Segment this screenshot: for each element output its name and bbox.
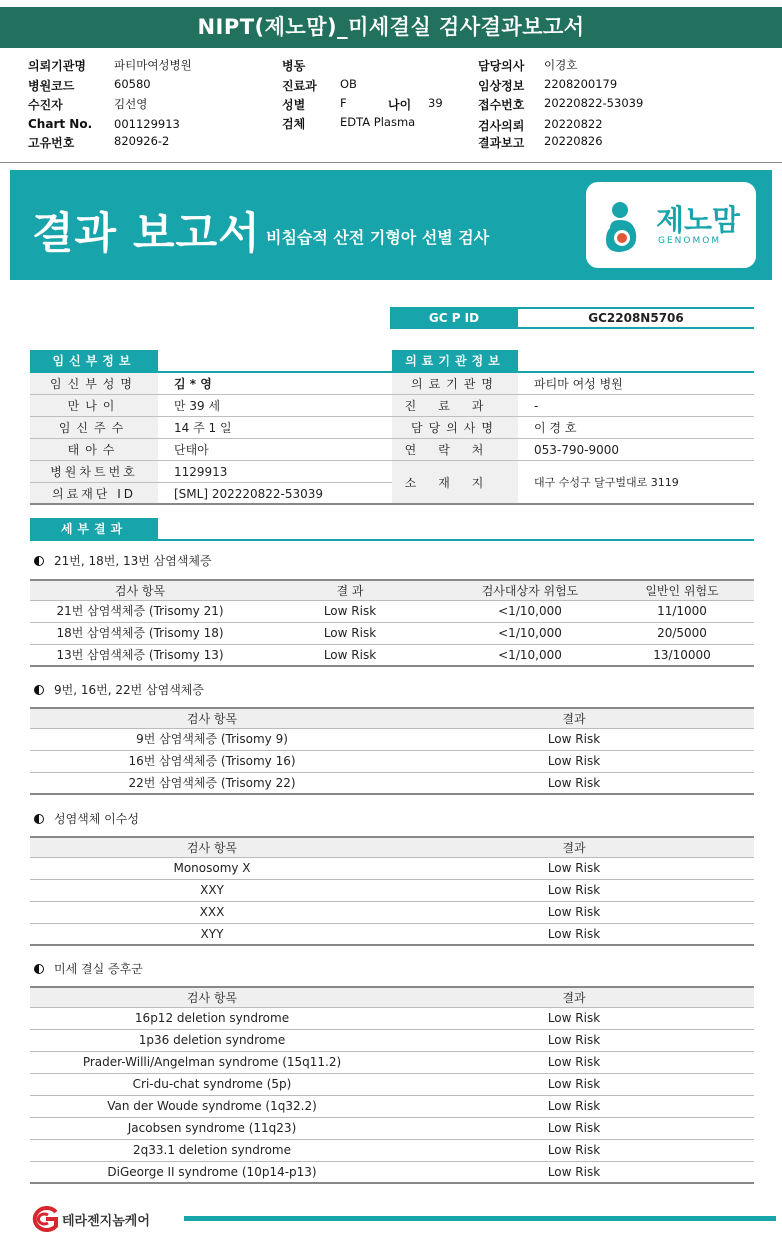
table-cell: Low Risk <box>547 927 601 941</box>
header-value: 001129913 <box>114 117 180 131</box>
info-label: 만나이 <box>30 395 158 416</box>
table-cell: Low Risk <box>323 604 377 618</box>
table-cell: XYY <box>200 927 224 941</box>
table-cell: 22번 삼염색체증 (Trisomy 22) <box>128 776 296 790</box>
header-label: 검사의뢰 <box>478 119 525 133</box>
info-row <box>392 417 754 439</box>
footer-company: 테라젠지놈케어 <box>62 1214 150 1229</box>
table-row <box>30 1140 754 1162</box>
table-cell: 21번 삼염색체증 (Trisomy 21) <box>56 604 224 618</box>
header-info <box>0 0 782 160</box>
table-cell: Van der Woude syndrome (1q32.2) <box>107 1099 317 1113</box>
table-cell: 2q33.1 deletion syndrome <box>133 1143 291 1157</box>
table-row <box>30 729 754 751</box>
info-value: - <box>534 399 539 413</box>
table-cell: 11/1000 <box>657 604 707 618</box>
column-header: 검사대상자 위험도 <box>481 584 579 598</box>
info-label: 소재지 <box>392 461 518 503</box>
column-header: 검사 항목 <box>186 712 238 726</box>
header-value: 파티마여성병원 <box>114 58 192 72</box>
header-value: 김선영 <box>114 97 148 111</box>
gcp-id-label: GC P ID <box>390 307 518 329</box>
half-circle-icon <box>34 814 44 824</box>
header-value: 39 <box>428 96 443 110</box>
header-label: Chart No. <box>28 117 93 131</box>
table-cell: 13번 삼염색체증 (Trisomy 13) <box>56 648 224 662</box>
section-heading: 9번, 16번, 22번 삼염색체증 <box>34 681 204 698</box>
table-cell: Low Risk <box>547 1011 601 1025</box>
table-row <box>30 1162 754 1184</box>
header-label: 접수번호 <box>478 98 525 112</box>
table-cell: Low Risk <box>547 1055 601 1069</box>
table-header <box>30 579 754 601</box>
column-header: 결 과 <box>336 584 364 598</box>
table-cell: Low Risk <box>547 1099 601 1113</box>
section-tab-details: 세부결과 <box>30 518 158 540</box>
table-row <box>30 645 754 667</box>
table-row <box>30 601 754 623</box>
table-cell: Jacobsen syndrome (11q23) <box>127 1121 297 1135</box>
table-row <box>30 902 754 924</box>
info-label: 연락처 <box>392 439 518 460</box>
table-cell: Low Risk <box>547 1165 601 1179</box>
table-cell: Monosomy X <box>173 861 251 875</box>
info-row <box>30 395 392 417</box>
table-cell: 16번 삼염색체증 (Trisomy 16) <box>128 754 296 768</box>
header-label: 진료과 <box>282 79 317 93</box>
microdeletion-table <box>30 986 754 1188</box>
table-cell: 9번 삼염색체증 (Trisomy 9) <box>136 732 288 746</box>
table-cell: Low Risk <box>547 732 601 746</box>
banner-title: 결과 보고서 <box>32 209 261 259</box>
table-cell: Low Risk <box>547 776 601 790</box>
info-row <box>30 439 392 461</box>
header-value: 820926-2 <box>114 134 170 148</box>
table-cell: Low Risk <box>547 861 601 875</box>
info-row <box>30 483 392 505</box>
info-label: 임신부성명 <box>30 373 158 394</box>
info-value: 14 주 1 일 <box>174 421 232 435</box>
header-label: 의뢰기관명 <box>28 59 86 73</box>
info-label: 진료과 <box>392 395 518 416</box>
info-value: 1129913 <box>174 465 228 479</box>
trisomy-9-16-22-table <box>30 707 754 799</box>
info-label: 의료재단 ID <box>30 483 158 503</box>
info-value: 만 39 세 <box>174 399 221 413</box>
header-label: 임상정보 <box>478 79 525 93</box>
info-value: 김 * 영 <box>174 377 212 391</box>
table-cell: Low Risk <box>547 754 601 768</box>
header-value: EDTA Plasma <box>340 115 416 129</box>
info-value: 이 경 호 <box>534 421 577 435</box>
table-cell: Cri-du-chat syndrome (5p) <box>132 1077 292 1091</box>
gcp-id-value: GC2208N5706 <box>518 307 754 329</box>
table-header <box>30 707 754 729</box>
report-banner <box>10 170 772 280</box>
table-row <box>30 1030 754 1052</box>
table-cell: 13/10000 <box>653 648 711 662</box>
column-header: 결과 <box>562 991 586 1005</box>
table-row <box>30 1008 754 1030</box>
table-cell: 18번 삼염색체증 (Trisomy 18) <box>56 626 224 640</box>
section-heading: 성염색체 이수성 <box>34 810 139 827</box>
column-header: 결과 <box>562 841 586 855</box>
table-cell: Low Risk <box>547 1143 601 1157</box>
info-label: 의료기관명 <box>392 373 518 394</box>
header-value: 20220822 <box>544 117 603 131</box>
header-value: 이경호 <box>544 58 578 72</box>
info-value: 단태아 <box>174 443 209 457</box>
table-row <box>30 773 754 795</box>
table-cell: Low Risk <box>547 1121 601 1135</box>
section-tab-institution: 의료기관정보 <box>392 350 518 372</box>
header-value: 60580 <box>114 77 151 91</box>
header-value: 20220822-53039 <box>544 96 644 110</box>
info-row <box>392 395 754 417</box>
banner-subtitle: 비침습적 산전 기형아 선별 검사 <box>266 228 490 247</box>
section-heading: 21번, 18번, 13번 삼염색체증 <box>34 552 212 569</box>
table-header <box>30 836 754 858</box>
header-label: 성별 <box>282 98 306 112</box>
table-cell: 1p36 deletion syndrome <box>138 1033 286 1047</box>
table-row <box>30 1096 754 1118</box>
column-header: 검사 항목 <box>186 841 238 855</box>
genomom-logo <box>586 182 756 268</box>
info-value: [SML] 202220822-53039 <box>174 487 324 501</box>
info-row <box>392 439 754 461</box>
table-row <box>30 880 754 902</box>
info-label: 담당의사명 <box>392 417 518 438</box>
table-cell: <1/10,000 <box>498 648 562 662</box>
info-label: 임신주수 <box>30 417 158 438</box>
table-row <box>30 1118 754 1140</box>
info-row <box>392 461 754 505</box>
info-row <box>392 373 754 395</box>
header-value: F <box>340 96 347 110</box>
half-circle-icon <box>34 556 44 566</box>
mother-baby-icon <box>596 192 656 262</box>
table-header <box>30 986 754 1008</box>
info-label: 병원차트번호 <box>30 461 158 482</box>
info-value: 대구 수성구 달구벌대로 3119 <box>534 476 679 489</box>
header-value: OB <box>340 77 357 91</box>
table-cell: Low Risk <box>547 883 601 897</box>
header-divider <box>0 162 782 163</box>
info-value: 파티마 여성 병원 <box>534 377 623 391</box>
header-label: 나이 <box>388 98 412 112</box>
table-row <box>30 751 754 773</box>
half-circle-icon <box>34 964 44 974</box>
half-circle-icon <box>34 685 44 695</box>
footer-line <box>184 1216 776 1221</box>
header-label: 검체 <box>282 117 306 131</box>
table-cell: Prader-Willi/Angelman syndrome (15q11.2) <box>82 1055 342 1069</box>
table-row <box>30 623 754 645</box>
table-cell: 16p12 deletion syndrome <box>134 1011 290 1025</box>
theragen-logo-icon <box>26 1206 60 1232</box>
header-label: 병동 <box>282 59 306 73</box>
header-label: 결과보고 <box>478 136 525 150</box>
table-row <box>30 1074 754 1096</box>
column-header: 검사 항목 <box>186 991 238 1005</box>
table-cell: Low Risk <box>547 905 601 919</box>
table-cell: Low Risk <box>323 648 377 662</box>
section-heading: 미세 결실 증후군 <box>34 960 143 977</box>
column-header: 결과 <box>562 712 586 726</box>
info-row <box>30 461 392 483</box>
header-label: 담당의사 <box>478 59 525 73</box>
institution-info-table <box>392 373 754 507</box>
info-label: 태아수 <box>30 439 158 460</box>
header-label: 고유번호 <box>28 136 75 150</box>
report-title: NIPT(제노맘)_미세결실 검사결과보고서 <box>0 7 782 48</box>
table-cell: <1/10,000 <box>498 626 562 640</box>
table-cell: Low Risk <box>323 626 377 640</box>
table-cell: Low Risk <box>547 1033 601 1047</box>
info-row <box>30 373 392 395</box>
table-row <box>30 858 754 880</box>
table-cell: Low Risk <box>547 1077 601 1091</box>
header-value: 2208200179 <box>544 77 618 91</box>
info-value: 053-790-9000 <box>534 443 620 457</box>
trisomy-21-18-13-table <box>30 579 754 671</box>
header-label: 수진자 <box>28 98 63 112</box>
header-label: 병원코드 <box>28 79 75 93</box>
section-tab-pregnant: 임신부정보 <box>30 350 158 372</box>
info-row <box>30 417 392 439</box>
pregnant-info-table <box>30 373 392 507</box>
column-header: 일반인 위험도 <box>645 584 719 598</box>
section-line <box>30 539 754 541</box>
table-cell: XXY <box>200 883 224 897</box>
table-cell: 20/5000 <box>657 626 707 640</box>
column-header: 검사 항목 <box>114 584 166 598</box>
table-cell: <1/10,000 <box>498 604 562 618</box>
sex-chromosome-table <box>30 836 754 950</box>
logo-text: 제노맘 <box>656 203 741 237</box>
table-row <box>30 924 754 946</box>
header-value: 20220826 <box>544 134 603 148</box>
logo-subtext: GENOMOM <box>658 236 722 246</box>
table-row <box>30 1052 754 1074</box>
table-cell: DiGeorge II syndrome (10p14-p13) <box>107 1165 317 1179</box>
table-cell: XXX <box>199 905 225 919</box>
